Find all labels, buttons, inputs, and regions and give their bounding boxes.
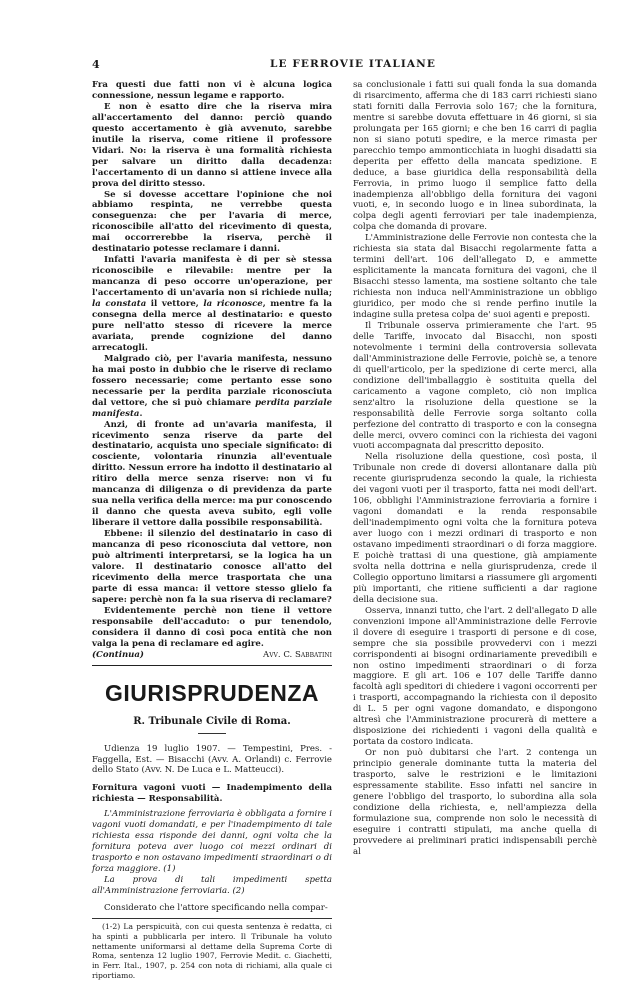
court-rule [198, 733, 226, 734]
maxim-1: L'Amministrazione ferroviaria è obbligata a fornire i vagoni vuoti domandati, e per l'inadempimento di tale richiesta essa risponde dei danni, ogni volta che la fornitura poteva aver luogo coi mezzi ordinari di trasporto e non ostavano impedimenti straordinari o di forza maggiore. (1) [92, 809, 332, 875]
headnote: Fornitura vagoni vuoti — Inadempimento della richiesta — Responsabilità. [92, 783, 332, 805]
right-column [353, 80, 597, 858]
article-signature-row [92, 650, 332, 661]
right-paragraph-3: Il Tribunale osserva primieramente che l'art. 95 delle Tariffe, invocato dal Bisacchi, non sposti notevolmente i termini della controversia sollevata dall'Amministrazione delle Ferrovie, poichè se, a tenore di quell'articolo, per la spedizione di certe merci, alla condizione dell'imballaggio è sostituita quella del caricamento a vagone completo, ciò non implica senz'altro la risoluzione della questione se la responsabilità delle Ferrovie sorga soltanto colla perfezione del contratto di trasporto e con la consegna delle merci, ovvero cominci con la richiesta dei vagoni vuoti accompagnata dal prescritto deposito. [353, 320, 597, 452]
running-title: LE FERROVIE ITALIANE [270, 58, 436, 70]
left-paragraph-5 [92, 354, 332, 420]
footnote-rule [92, 918, 332, 919]
left-paragraph-2: E non è esatto dire che la riserva mira all'accertamento del danno: perciò quando questo accertamento è già avvenuto, sarebbe inutile la riserva, come ritiene il professore Vidari. No: la riserva è una formalità richiesta per salvare un diritto dalla decadenza: l'accertamento di un danno si attiene invece alla prova del diritto stesso. [92, 101, 332, 189]
considerato-line: Considerato che l'attore specificando nella compar- [104, 902, 328, 913]
footnote: (1-2) La perspicuità, con cui questa sentenza è redatta, ci ha spinti a pubblicarla per intero. Il Tribunale ha voluto nettamente uniformarsi al dettame della Suprema Corte di Roma, sentenza 12 luglio 1907, Ferrovie Medit. c. Giachetti, in Ferr. Ital., 1907, p. 254 con nota di richiami, alla quale ci riportiamo. [92, 921, 332, 980]
left-paragraph-7: Ebbene: il silenzio del destinatario in caso di mancanza di peso riconosciuta dal vettore, non può altrimenti interpretarsi, se la logica ha un valore. Il destinatario conosce all'atto del ricevimento della merce trasportata che una parte di essa manca: il vettore stesso glielo fa sapere: perchè non fa la sua riserva di reclamare? [92, 529, 332, 605]
p5-text-c: . [139, 408, 143, 419]
right-paragraph-6: Or non può dubitarsi che l'art. 2 contenga un principio generale dominante tutta la materia del trasporto, salve le restrizioni e le limitazioni espressamente stabilite. Esso infatti nel sancire in genere l'obbligo del trasporto, lo subordina alla sola condizione della richiesta, e, nell'ampiezza della formulazione sua, comprende non solo le necessità di eseguire i contratti stipulati, ma anche quella di provvedere ai preliminari pratici indispensabili perchè al [353, 748, 597, 857]
p5-italic-term: perdita parziale manifesta [92, 397, 333, 419]
section-divider [92, 665, 332, 666]
left-paragraph-8: Evidentemente perchè non tiene il vettore responsabile dell'accaduto: o pur tenendolo, considera il danno di così poca entità che non valga la pena di reclamare ed agire. [92, 605, 332, 649]
right-paragraph-4: Nella risoluzione della questione, così posta, il Tribunale non crede di doversi allontanare dalla più recente giurisprudenza secondo la quale, la richiesta dei vagoni vuoti per il trasporto, fatta nei modi dell'art. 106, obblighi l'Amministrazione ferroviaria a fornire i vagoni domandati e la renda responsabile dell'inadempimento ogni volta che la fornitura poteva aver luogo con i mezzi ordinari di trasporto e non ostavano impedimenti straordinari o di forza maggiore. E poichè trattasi di una questione, già ampiamente svolta nella dottrina e nella giurisprudenza, crede il Collegio opportuno limitarsi a riassumere gli argomenti più importanti, che ritiene sufficienti a dar ragione della decisione sua. [353, 452, 597, 605]
right-paragraph-5: Osserva, innanzi tutto, che l'art. 2 dell'allegato D alle convenzioni impone all'Amministrazione delle Ferrovie il dovere di eseguire i trasporti di persone e di cose, sempre che sia possibile provvedervi con i mezzi corrispondenti ai bisogni ordinariamente prevedibili e non ostino impedimenti straordinari o di forza maggiore. E gli art. 106 e 107 delle Tariffe danno facoltà agli speditori di chiedere i vagoni occorrenti per i trasporti, accompagnando la richiesta con il deposito di L. 5 per ogni vagone domandato, e dispongono altresì che l'Amministrazione procurerà di mettere a disposizione dei richiedenti i vagoni della qualità e portata da costoro indicata. [353, 605, 597, 748]
right-paragraph-1: sa conclusionale i fatti sui quali fonda la sua domanda di risarcimento, afferma che di 183 carri richiesti siano stati forniti dalla Ferrovia solo 167; che la fornitura, mentre si sarebbe dovuta effettuare in 46 giorni, si sia prolungata per 165 giorni; e che ben 16 carri di paglia non si siano potuti spedire, e la merce rimasta per parecchio tempo ammonticchiata in luoghi disadatti sia deperita per effetto della mancata spedizione. E deduce, a base giuridica della responsabilità della Ferrovia, in primo luogo il semplice fatto della inadempienza all'obbligo della fornitura dei vagoni vuoti, e, in secondo luogo e in linea subordinata, la colpa degli agenti ferroviari per tale inadempienza, colpa che domanda di provare. [353, 80, 597, 233]
p5-text-a: Malgrado ciò, per l'avaria manifesta, nessuno ha mai posto in dubbio che le riserve di reclamo fossero necessarie; come pertanto esse sono necessarie per la perdita parziale riconosciuta dal vettore, che si può chiamare [92, 353, 332, 408]
right-paragraph-2: L'Amministrazione delle Ferrovie non contesta che la richiesta sia stata dal Bisacchi regolarmente fatta a termini dell'art. 106 dell'allegato D, e ammette esplicitamente la mancata fornitura dei vagoni, che il Bisacchi stesso lamenta, ma sostiene soltanto che tale richiesta non induca nell'Amministrazione un obbligo giuridico, per modo che si rende perfino inutile la indagine sulla pretesa colpa de' suoi agenti e preposti. [353, 233, 597, 321]
p4-text-e: , mentre fa la consegna della merce al destinatario: e questo pure nell'atto stesso di ricevere la merce avariata, prende cognizione del danno arrecatogli. [92, 299, 332, 353]
p4-italic-riconosce: la riconosce [203, 299, 263, 310]
p4-italic-constata: la constata [92, 299, 147, 310]
left-column [92, 80, 332, 981]
maxim-2: La prova di tali impedimenti spetta all'Amministrazione ferroviaria. (2) [92, 875, 332, 896]
continua-label: (Continua) [92, 649, 144, 660]
p4-text-a: Infatti l'avaria manifesta è di per sè stessa riconoscibile e rilevabile: mentre per la mancanza di peso occorre un'operazione, per l'accertamento di un'avaria non si richiede nulla; [92, 255, 332, 299]
left-paragraph-3: Se si dovesse accettare l'opinione che noi abbiamo respinta, ne verrebbe questa conseguenza: che per l'avaria di merce, riconoscibile all'atto del ricevimento di questa, mai occorrerebbe la riserva, perchè il destinatario potesse reclamare i danni. [92, 189, 332, 255]
left-paragraph-1: Fra questi due fatti non vi è alcuna logica connessione, nessun legame e rapporto. [92, 80, 332, 101]
hearing-line: Udienza 19 luglio 1907. — Tempestini, Pres. - Faggella, Est. — Bisacchi (Avv. A. Orlandi) c. Ferrovie dello Stato (Avv. N. De Luca e L. Matteucci). [92, 743, 332, 776]
left-paragraph-4 [92, 255, 332, 354]
p4-text-c: il vettore, [146, 299, 204, 310]
author-signature: Avv. C. Sabbatini [263, 649, 332, 660]
court-name: R. Tribunale Civile di Roma. [133, 715, 291, 727]
page-number: 4 [92, 58, 100, 71]
left-paragraph-6: Anzi, di fronte ad un'avaria manifesta, il ricevimento senza riserve da parte del destinatario, acquista uno speciale significato: di cosciente, volontaria rinunzia all'eventuale diritto. Nessun errore ha indotto il destinatario al ritiro della merce senza riserve: non vi fu mancanza di diligenza o di previdenza da parte sua nella verifica della merce: ma pur conoscendo il danno che questa aveva subìto, egli volle liberare il vettore dalla possibile responsabilità. [92, 419, 332, 529]
section-title: GIURISPRUDENZA [104, 679, 319, 706]
court-heading [92, 716, 332, 734]
